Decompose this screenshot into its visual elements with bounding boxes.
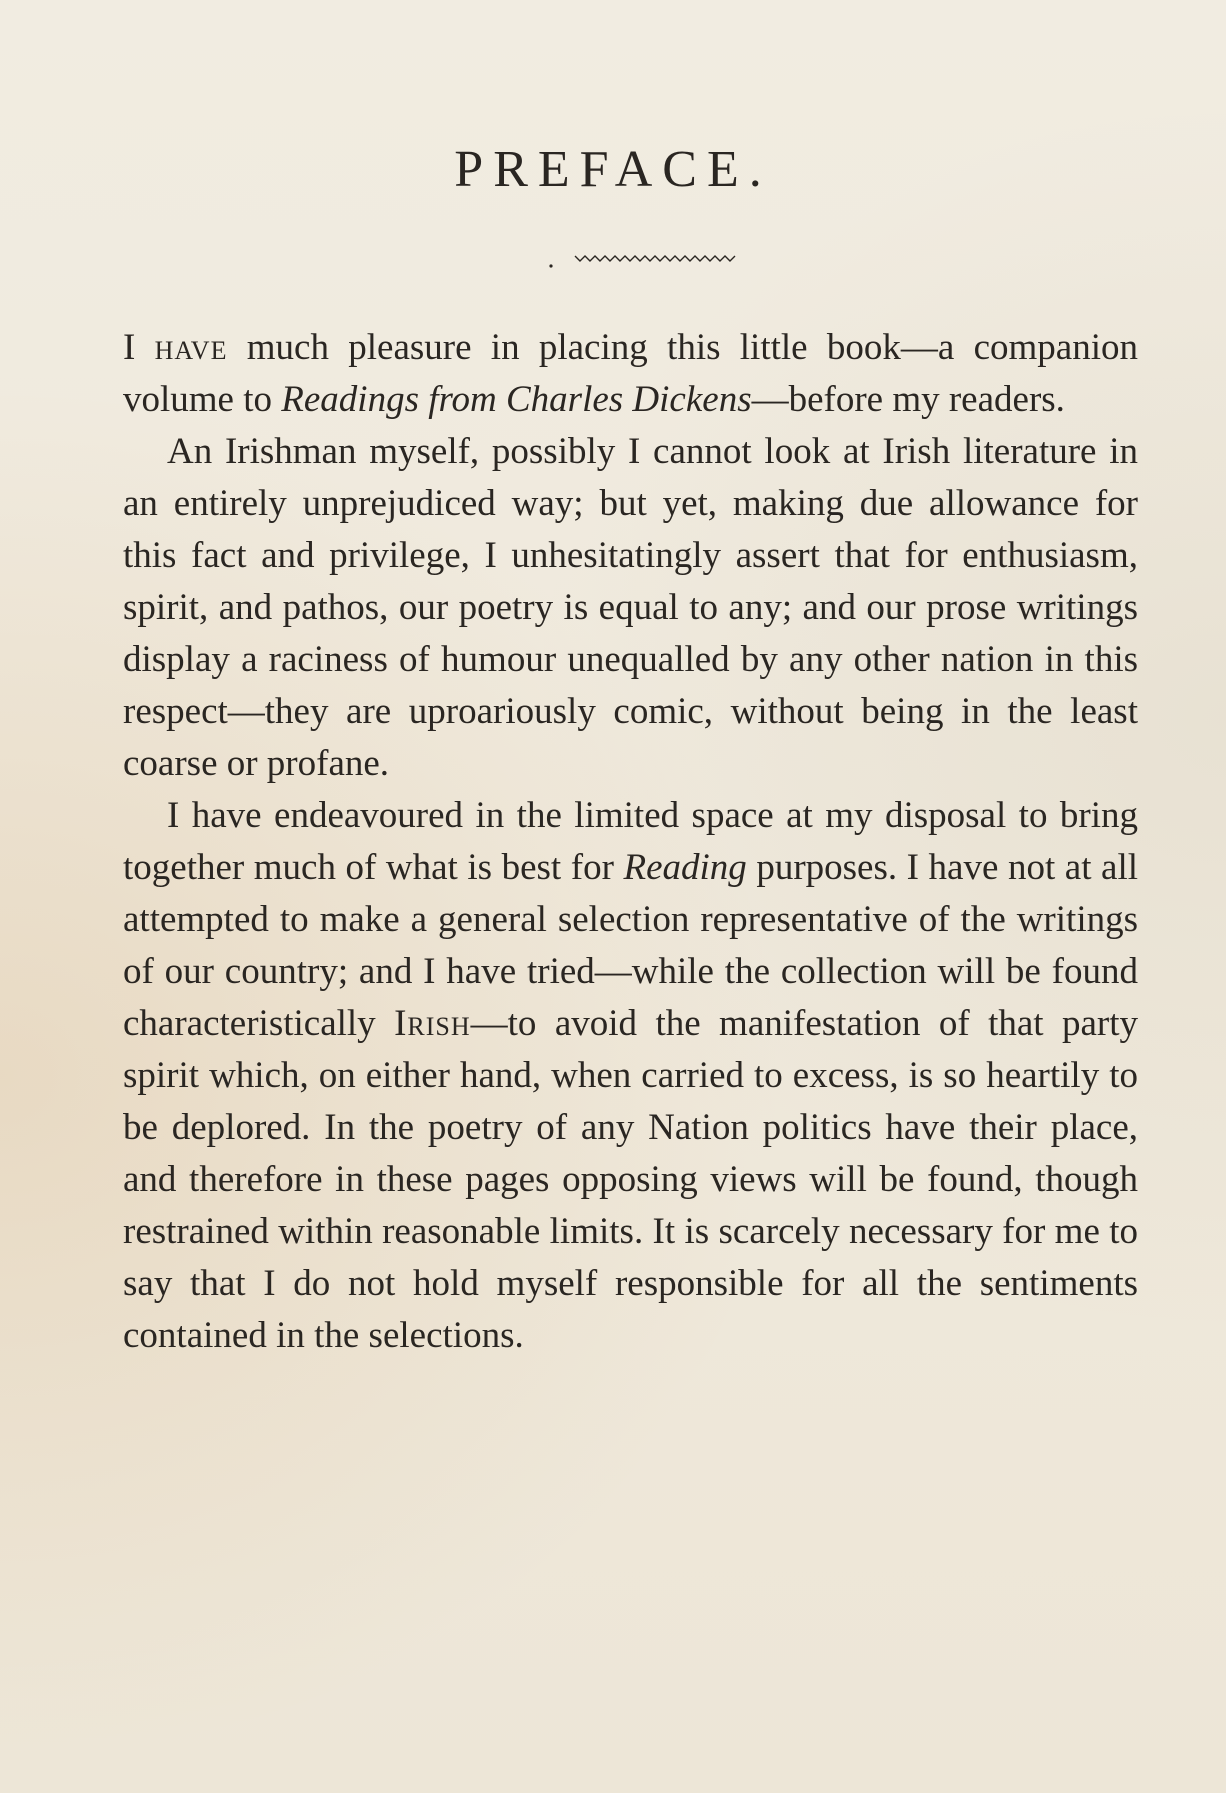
preface-body [123, 322, 1138, 1362]
p1-smallcaps: have [154, 327, 228, 368]
p3-text-1: I have endeavoured in the limited space at my disposal to bring together much of what is best for [123, 795, 1138, 888]
p2-text: An Irishman myself, possibly I cannot look at Irish literature in an entirely unprejudiced way; but yet, making due allowance for this fact and privilege, I unhesitatingly assert that for enthusiasm, spirit, and pathos, our poetry is equal to any; and our prose writings display a raciness of humour unequalled by any other nation in this respect—they are uproariously comic, without being in the least coarse or profane. [123, 431, 1138, 784]
p3-italic-reading: Reading [623, 847, 747, 888]
page-title: PREFACE. [454, 141, 772, 198]
decorative-wavy-rule [545, 250, 745, 272]
p3-text-3: —to avoid the manifestation of that party spirit which, on either hand, when carried to excess, is so heartily to be deplored. In the poetry of any Nation politics have their place, and therefore in these pages opposing views will be found, though restrained within reasonable limits. It is scarcely necessary for me to say that I do not hold myself responsible for all the sentiments contained in the selections. [123, 1003, 1138, 1356]
paragraph-1 [123, 322, 1138, 426]
paragraph-2 [123, 426, 1138, 790]
p3-smallcaps-irish: Irish [394, 1003, 471, 1044]
p3-text-2: purposes. I have not at all attempted to make a general selection representative of the writings of our country; and I have tried—while the collection will be found characteristically [123, 847, 1139, 1044]
paragraph-3 [123, 790, 1138, 1362]
p1-book-title: Readings from Charles Dickens [281, 379, 752, 420]
p1-lead: I [123, 327, 155, 368]
p1-text-2: —before my readers. [751, 379, 1065, 420]
p1-text-1: much pleasure in placing this little book—a companion volume to [123, 327, 1138, 420]
